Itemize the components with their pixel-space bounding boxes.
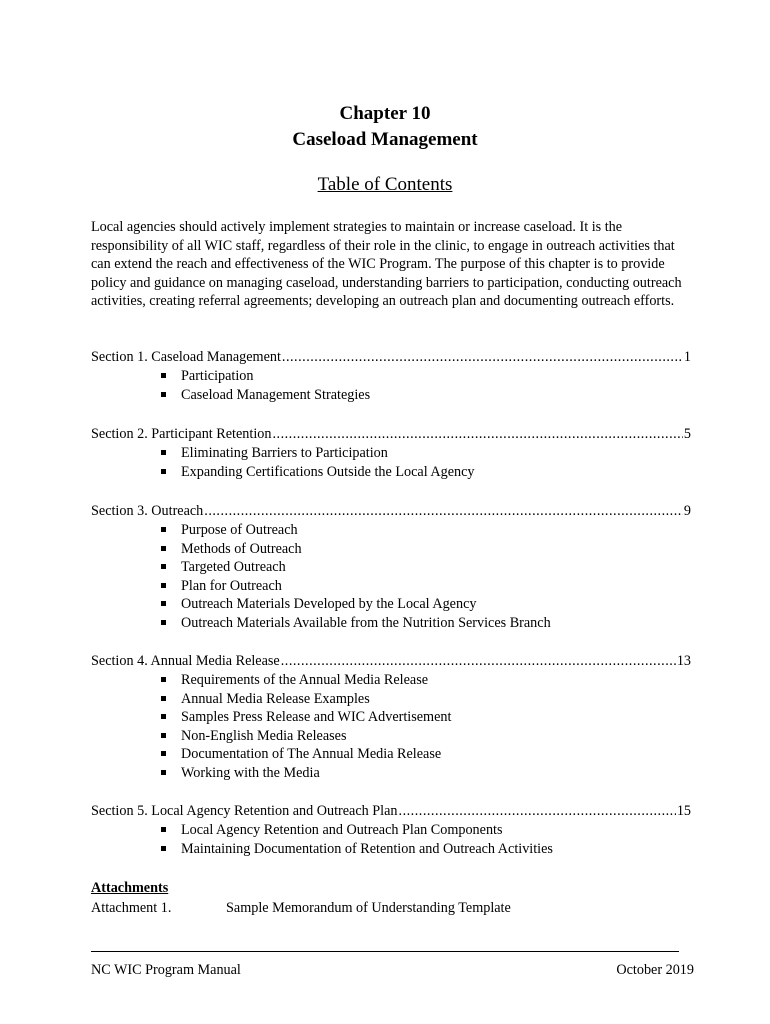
square-bullet-icon	[161, 677, 166, 682]
subtopic-label: Outreach Materials Available from the Nutrition Services Branch	[181, 614, 551, 631]
chapter-title: Caseload Management	[292, 129, 478, 150]
intro-paragraph: Local agencies should actively implement strategies to maintain or increase caseload. It is the responsibility of all WIC staff, regardless of their role in the clinic, to engage in outreach activities that can extend the reach and effectiveness of the WIC Program. The purpose of this chapter is to provide policy and guidance on managing caseload, understanding barriers to participation, conducting outreach activities, creating referral agreements; developing an outreach plan and documenting outreach efforts.	[91, 219, 682, 310]
subtopic-label: Plan for Outreach	[181, 577, 282, 594]
leader-dots	[272, 425, 682, 444]
subtopic-label: Requirements of the Annual Media Release	[181, 672, 429, 688]
subtopic-list	[91, 367, 691, 404]
section-page-number: 13	[676, 653, 691, 669]
footer-date: October 2019	[616, 962, 694, 978]
toc-entry-section-5[interactable]	[91, 802, 691, 821]
list-item	[161, 764, 691, 783]
subtopic-label: Documentation of The Annual Media Release	[181, 746, 442, 763]
toc-section-1	[91, 348, 691, 404]
section-label: Section 1. Caseload Management	[91, 349, 281, 365]
square-bullet-icon	[161, 583, 166, 588]
subtopic-list	[91, 671, 691, 783]
square-bullet-icon	[161, 469, 166, 474]
subtopic-label: Eliminating Barriers to Participation	[181, 445, 388, 461]
square-bullet-icon	[161, 714, 166, 719]
section-label: Section 4. Annual Media Release	[91, 653, 280, 669]
list-item	[161, 595, 691, 614]
list-item	[161, 386, 691, 405]
square-bullet-icon	[161, 450, 166, 455]
subtopic-label: Outreach Materials Developed by the Local Agency	[181, 596, 477, 613]
subtopic-label: Samples Press Release and WIC Advertisement	[181, 709, 452, 726]
toc-entry-section-3[interactable]	[91, 502, 691, 521]
list-item	[161, 444, 691, 463]
toc-section-4	[91, 652, 691, 783]
leader-dots	[281, 652, 676, 671]
square-bullet-icon	[161, 696, 166, 701]
subtopic-label: Purpose of Outreach	[181, 522, 298, 538]
square-bullet-icon	[161, 546, 166, 551]
footer-manual-name: NC WIC Program Manual	[91, 962, 241, 978]
section-label: Section 2. Participant Retention	[91, 426, 272, 442]
list-item	[161, 367, 691, 386]
subtopic-label: Non-English Media Releases	[181, 727, 347, 744]
subtopic-list	[91, 521, 691, 633]
list-item	[161, 727, 691, 746]
square-bullet-icon	[161, 392, 166, 397]
list-item	[161, 708, 691, 727]
list-item	[161, 745, 691, 764]
attachments-heading: Attachments	[91, 880, 169, 896]
attachment-number: Attachment 1.	[91, 900, 172, 916]
toc-entry-section-1[interactable]	[91, 348, 691, 367]
subtopic-label: Expanding Certifications Outside the Local Agency	[181, 463, 475, 480]
square-bullet-icon	[161, 846, 166, 851]
toc-section-3	[91, 502, 691, 633]
subtopic-list	[91, 444, 691, 481]
square-bullet-icon	[161, 827, 166, 832]
list-item	[161, 840, 691, 859]
square-bullet-icon	[161, 601, 166, 606]
leader-dots	[204, 502, 683, 521]
subtopic-label: Maintaining Documentation of Retention and Outreach Activities	[181, 840, 553, 857]
section-label: Section 3. Outreach	[91, 503, 204, 519]
list-item	[161, 690, 691, 709]
square-bullet-icon	[161, 564, 166, 569]
footer-divider	[91, 951, 679, 952]
attachment-title: Sample Memorandum of Understanding Template	[226, 900, 511, 916]
toc-entry-section-4[interactable]	[91, 652, 691, 671]
section-page-number: 9	[683, 503, 691, 519]
leader-dots	[282, 348, 683, 367]
toc-section-5	[91, 802, 691, 858]
subtopic-label: Annual Media Release Examples	[181, 690, 370, 707]
subtopic-label: Caseload Management Strategies	[181, 386, 371, 403]
toc-section-2	[91, 425, 691, 481]
list-item	[161, 577, 691, 596]
chapter-number: Chapter 10	[339, 103, 431, 124]
subtopic-label: Local Agency Retention and Outreach Plan Components	[181, 822, 503, 838]
list-item	[161, 821, 691, 840]
square-bullet-icon	[161, 620, 166, 625]
list-item	[161, 521, 691, 540]
subtopic-label: Participation	[181, 368, 254, 384]
list-item	[161, 614, 691, 633]
subtopic-label: Working with the Media	[181, 764, 320, 781]
toc-entry-section-2[interactable]	[91, 425, 691, 444]
subtopic-label: Targeted Outreach	[181, 559, 286, 576]
square-bullet-icon	[161, 373, 166, 378]
section-page-number: 1	[683, 349, 691, 365]
leader-dots	[399, 802, 676, 821]
list-item	[161, 463, 691, 482]
list-item	[161, 671, 691, 690]
subtopic-label: Methods of Outreach	[181, 540, 302, 557]
list-item	[161, 540, 691, 559]
list-item	[161, 558, 691, 577]
square-bullet-icon	[161, 527, 166, 532]
square-bullet-icon	[161, 751, 166, 756]
square-bullet-icon	[161, 770, 166, 775]
subtopic-list	[91, 821, 691, 858]
section-label: Section 5. Local Agency Retention and Outreach Plan	[91, 803, 398, 819]
square-bullet-icon	[161, 733, 166, 738]
section-page-number: 15	[676, 803, 691, 819]
toc-heading: Table of Contents	[317, 174, 453, 195]
section-page-number: 5	[683, 426, 691, 442]
